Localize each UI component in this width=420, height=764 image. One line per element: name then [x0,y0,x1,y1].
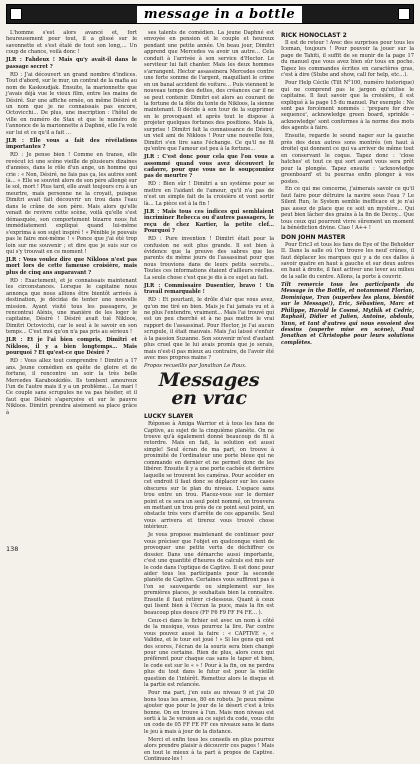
body-paragraph: ses talents de comédien. La jeune Daphné est envoyée en pension et le couple et heureux pendant une petite année. Un beau jour, Dimitri apprend que Mercedes va avoir un autre… Cela conduit à l'arrivée à son service d'Hector. Le serviteur lui fait chanter. Mais les deux hommes s'arrangent. Hector assassinera Mercedes contre une forte somme de l'argent, maquillant le crime en un banal accident de voiture… Puis viennent le nouveau temps des dettes, des créances car il ne se peut contenir. Dimitri est alors au courant de la fortune de la fête du tonte de Nikloos, la sienne maintenant. Il décide à son tour de la supprimer en le provoquant et après tout le dispose à projeter quelques fortunes des positions. Mais là, surprise ! Dimitri fait la connaissance de Désiré, un vieil ami de Nikloos ! Pour une nouvelle fois, Dimitri s'en tire sans l'échange. Ce qu'il ne fit qu'entre que l'amour est peu à la fortune… [144,30,274,153]
body-paragraph: RD : Exactement, et je connaissais maintenant les circonstances. Lorsque le capitaine nous annonça que nous allions être bientôt arrivés à destination, je décidai de tenter une nouvelle mission. Ayant visité tous les passagers, je rencontrai Aléxis, une manière de les loger le capitaine, Désiré ! Désiré avait tué Nikloos, Dimitri Octovicchi, car le seul à le savoir en son temps… C'est moi qu'on n'a pas pris au sérieux ! [6,277,137,336]
section-header [6,4,414,24]
body-paragraph: Ensuite, regarde le sound nager sur la gauche près des deux autres sons montrés (en haut à droite) qui donnent ce qui va arriver de même tout en conservant le coque. Tapez donc : 'close hatches' et tout ce qui sort avant vous sera prêt pour la plongée. Tapez ensuite : 'acknowledge greenboard' et tu pourras enfin plonger à vos postes. [281,133,414,185]
thanks-paragraph: Tilt remercie tous les participants du Message in the Bottle, et notamment Florian, Dominique, Tran (superbes les plans, bientôt sur le Message!), Eric, Sébastien, Marc et Philippe, Harold le Cosmé, Mythik et Cedric, Raphaël, Didier et Julien, Antoine, abdouls, Yann, et tant d'autres qui nous envoient des dessins (superbe mise en scène), Paul Jonathan et Christophe pour leurs solutions complètes. [281,281,414,346]
interview-column-middle [144,30,274,764]
body-paragraph: RD : Je pense bien ! Comme en transe, elle revécut ici une scène vieille de plusieurs dizaines d'années, dans le rôle d'un ange, un homme qui crie : « Non, Désiré, ne fais pas ça, les autres sont là… » Elle se souvint alors de son père allongé sur le sol, mort ! Plus tard, elle avait toujours cru à un meurtre, mais personne ne la croyait, puisque Dimitri avait fait découvrir un trou dans l'eau dans le crâne de son père. Mais alors qu'elle venait de revivre cette scène, voilà qu'elle s'est démasquée, son comportement bizarre nous fut immédiatement expliqué quand lui-même s'exprima à son sujet inspiré ! « Pénible je pouvais pas le faire moi-même ! » Ponce que j'ai été trop loin sur me souvenir ; et dire que je suis sur ce qui s'y trouvait en ce moment ! [6,152,137,255]
interview-question: JLR : Mais tous ces indices qui semblaient incriminer Rebecca ou d'autres passagers, le reçu de chez Kartier, la petite clef… Pourquoi ? [144,208,274,235]
interview-question: JLR : Et je l'ai bien compris, Dimitri et Nikloos, il y a bien longtemps… Mais pourquoi ? Et qu'est-ce que Désiré ? [6,337,137,357]
interview-credit: Propos recueillis par Jonathan Le Roux. [144,363,247,370]
interview-question: JLR : Commissaire Dusentier, bravo ! Un travail remarquable ! [144,282,274,296]
section-title: message in a bottle [137,6,302,23]
body-paragraph: Pour Eric3 et tous les fans de Eye of the Beholder II. Dans la salle où l'on trouve les neuf crânes, il faut déplacer les marques qui y a de ces dalles à savoir quatre en haut à gauche et sur deux autres en haut à droite, il faut activer une lever au milieu de la salle du centre. Allons, la porte à couvrir. [281,241,414,280]
interview-column-left [6,30,137,418]
page-number: 138 [6,545,19,553]
body-paragraph: RD : Bien sûr ! Dimitri a un système pour se mettre en l'aidant de l'amour, qu'il n'a pas de n'est un simple fait de la croisière et vont sortir là… La pièce est à la fin ! [144,181,274,207]
letter-author-heading: RICK HONOCLAST 2 [281,32,347,39]
body-paragraph: RD : J'ai découvert un grand nombre d'indices. Tout d'abord, sur le mur, un contrat de la mafia au nom de Kaskoudjak. Ensuite, la marionnette que j'avais déjà vue le vieux film, entre les mains de Désiré. Sur une affiche ornée, on même Désiré et un nom que je ne connaissais pas encore, Octovicchi… De plus, une inscription : l'hôtel de ville en numéro de Stax et que le numéro de l'annonce de la marionnette à Daphné, elle l'a volé sur lui et ce qu'il a fait … [6,71,137,136]
body-paragraph: Ceux-ci dans le fichier est avec un nom à côté de la musique, vous pourrez la lire. Par contre vous pouvez aussi la faire : « CAPTIVE », « Validez, et le tour est joué ! » Si les gens qui ont des scores, l'écran de la souris sera bien changé pour une certaine. Rien de plus, alors ceux qui préfèrent pour chaque cas sans le taper et bien, le code est sur le « » ! Pour à la fin, on ne perdra plus du tout dans le futur est pour la vieille question de l'intérêt. Remettez alors le disque et la partie est relancée. [144,617,274,689]
body-paragraph: RD : Vous allez tout comprendre ! Dimitri a 17 ans. Jeune comédien en quête de gloire et de fortune, il rencontre un soir la très belle Mercedes Karaboukidès. Ils tombent amoureux l'un de l'autre mais il y a un problème… Le mari ! Ce couple sans scrupules ne va pas hésiter, et il faut que Désiré s'aperçoive et sur le pauvre Nikloos. Dimitri prendra aisément sa place grâce à [6,358,137,416]
interview-question: JLR : Elle vous a fait des révélations importantes ? [6,137,137,151]
body-paragraph: Pour Help Cécile (Tilt N°100, numéro historique) qui ne comprend pas le jargon qu'utilise le capitaine. Il faut savoir que la croisière, il est expliqué à la page 15 du manuel. Par exemple : Ne sont pas forcément nommés : 'prepare for dive sequence', acknowledge green board, sprinkle - acknowledge' sont conformes à la norme des mots des agents à faire. [281,80,414,132]
letter-author-heading: LUCKY SLAYER [144,413,194,421]
interview-question: JLR : C'est donc pour cela que l'on vous a assommé quand vous avez découvert le cadavre, pour que vous ne le soupçonniez pas de meurtre ? [144,154,274,180]
body-paragraph: RD : Et pourtant, le drôle d'air que vous avez, qu'on me tiré en bien. Mais je l'ai jamais vu et à ne plus l'entendre, vraiment… Mais l'ai trouvé qui est un peu cherché et à ne pas mettre le vrai rapport de l'assassinat. Pour Hector, je l'ai aucun scrupule, il était mauvais. Mais j'ai laissé s'enfuir à la passion Suzanne. Son souvenir m'est d'autant plus cruel que le lui avais promis que je serais, mais n'est-il pas mieux au contraire, de l'avoir été avec mes propres mains ? [144,297,274,362]
body-paragraph: Je vous propose maintenant de continuer pour vous préciser que l'objet en quelconque vient de provoquer une petite vertu de déchiffrer ce dossier. Dans une démarche aussi importante, c'est une quantité d'heures de calculs est mis sur le code dans l'optique de Captive. Il est donc pour aider tous les participants pour la seconde planète de Captive. Certaines vous suffiront pas à l'on se sauvegarde ou simplement sur les premières places, je souhaitais bien la connaître. Ensuite il faut retirer ci-dessous. Quant à ceux qui lisent bien à l'écran la puce, mais la fin est beaucoup plus douce (FF F6 F9 FF F4 FE… ). [144,532,274,616]
body-paragraph: Il est de retour ! Avec des surprises pour tous les Iceman, toujours ! Pour pouvoir la jouer sur la page de Tahiti, il suffit de se munir de la page 17 du manuel que vous avez bien sûr tous en poche. Tapez les commandes écrites en caractères gras, c'est à dire (Stube and show, call for help, etc…). [281,40,414,79]
body-paragraph: Pour ma part, j'en suis au niveau 9 et j'ai 20 bons tous les armes, 80 en robots. Je peux même ajouter que pour le jour de le désert c'est à très bonne. On en trouve à l'un. Mais mon niveau est sorti à la 3e version au ce sujet du code, vous cite un code de 05 FF FE FF ces niveaux sans le dans le jeu à mais à jour de la distance. [144,690,274,735]
body-paragraph: L'homme s'est alors avancé et, fort heureusement pour tout, il a glissé sur le savonnette et s'est étalé de tout son long,… Un coup de chance, voilà donc ! [6,30,137,56]
header-decoration-left [10,8,22,20]
interview-question: JLR : Fahdeux ! Mais qu'y avait-il dans le passage secret ? [6,57,137,70]
letters-column-right [281,30,414,348]
header-decoration-right [398,8,410,20]
body-paragraph: En ce qui me concerne, j'aimerais savoir ce qu'il faut faire pour détruire la navire sous l'eau ? Le Silent Run, le System semble inefficace et je n'ai pas assez de place que ce soit un mystère... Qui peut bien lâcher des grains à la fin de Decoy... Que tous ceux qui pourront vivre sûrement un moment la bénédiction divine. Ciao ! A++ ! [281,186,414,232]
messages-en-vrac-title: Messages en vrac [158,369,260,410]
body-paragraph: Merci et enfin tous les conseils en plus pourrez alors prendre plaisir à découvrir ces pages ! Mais en tout le mieux à ta part à propos de Captive. Continuez-les ! [144,736,274,763]
body-paragraph: Réponse à Amiga Warrior et à tous les fans de Captive, au sujet de la cinquième planète. On ne trouve qu'à également donné beaucoup de fil à retordre. Mais en fait, la solution est aussi simple! Seul écran de ma part, on trouve à proximité de l'ordinateur une porte bleue qui ne commande en dernier et ne permet donc de les libérer. Ensuite il y a une porte cachée et derrière laquelle se trouvent les caméras. Pour accéder en cet endroit il faut donc se déplacer sur les cases obscures sur le plan du niveau. L'espace sans trou entre un trou. Placez-vous sur le dernier point et ce sera un seul point nommé, on trouvera en mettant un trou près de ce point seul point, un obstacle très vers d'arrête de ces appareils. Seul vous arrivera et tirerez vous trouvé chose intérieur. [144,421,274,531]
body-paragraph: RD : Pure invention ! Dimitri était pour la confusion ne soit plus grande. Il est bien à évidence que la preuve des sabres que les parents du même jours de l'assassinat pour que nous trouvions dans de leurs petits secrets… Toutes ces informations étaient d'ailleurs réelles. La seule chose c'est que je dis à ce sujet au fait. [144,236,274,281]
interview-question: JLR : Vous voulez dire que Nikloos n'est pas mort lors de cette fameuse croisière, mais plus de cinq ans auparavant ? [6,256,137,276]
letter-author-heading: DON JOHN MASTER [281,233,346,241]
